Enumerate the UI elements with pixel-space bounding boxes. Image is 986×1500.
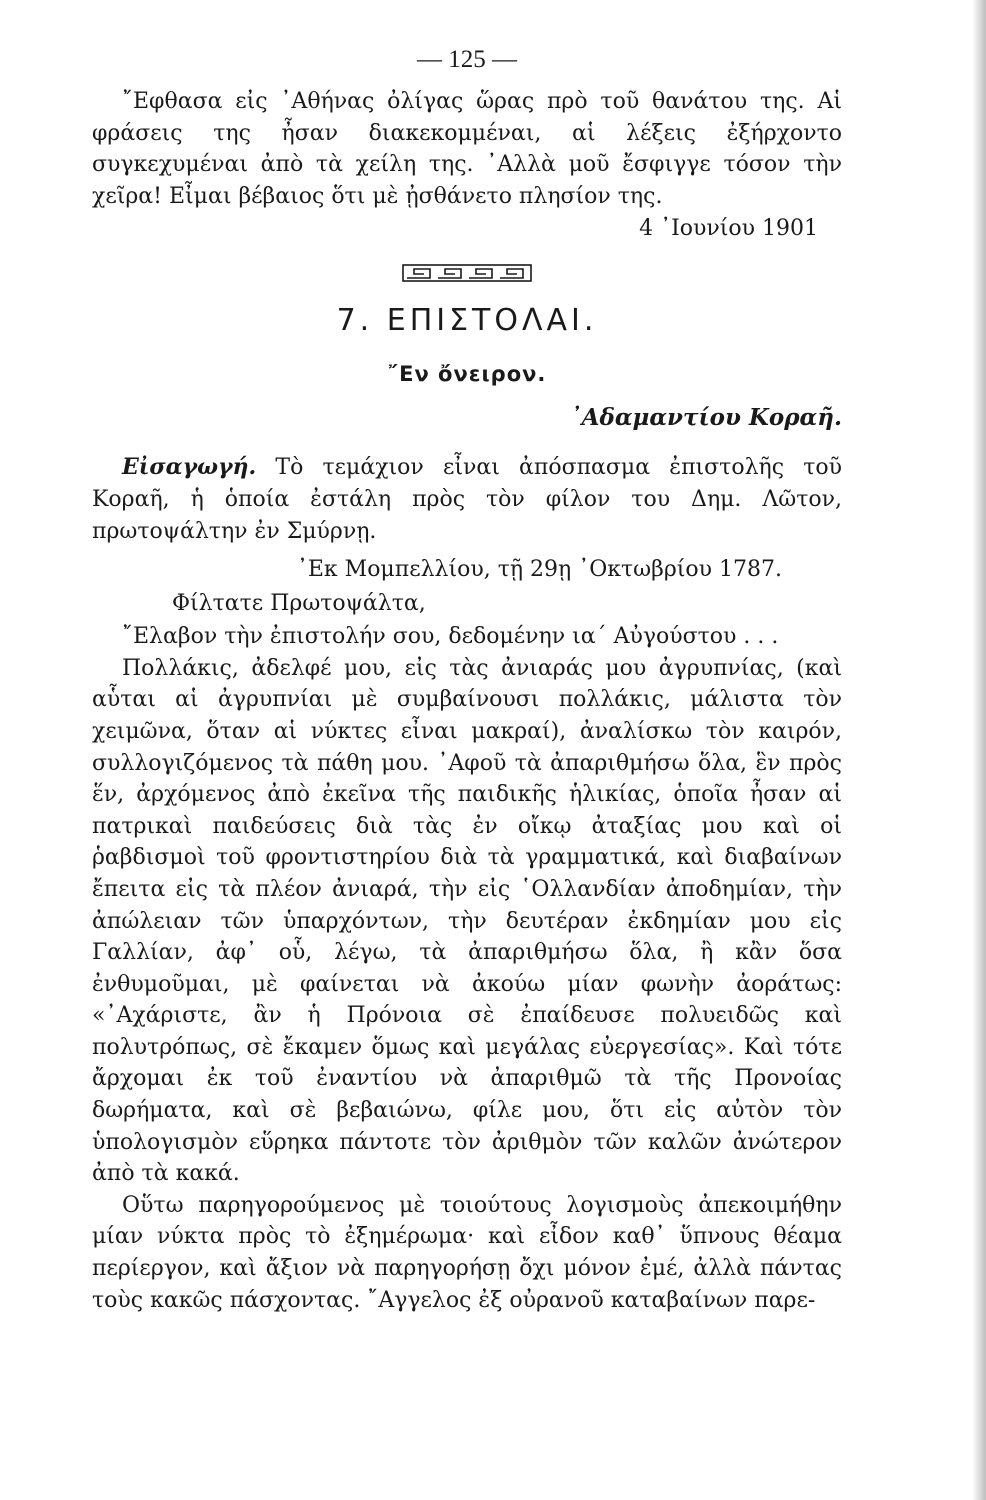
intro-paragraph: ῎Εφθασα εἰς ᾽Αθήνας ὀλίγας ὥρας πρὸ τοῦ θανάτου της. Αἱ φράσεις της ἦσαν διακεκομμέναι, αἱ λέξεις ἐξήρχοντο συγκεχυμέναι ἀπὸ τὰ χείλη της. ᾽Αλλὰ μοῦ ἔσφιγγε τόσον τὴν χεῖρα! Εἶμαι βέβαιος ὅτι μὲ ᾐσθάνετο πλησίον της. bbox=[92, 89, 842, 209]
preface-text: Τὸ τεμάχιον εἶναι ἀπόσπασμα ἐπιστολῆς τοῦ Κοραῆ, ἡ ὁποία ἐστάλη πρὸς τὸν φίλον του Δημ. Λῶτον, πρωτοψάλτην ἐν Σμύρνῃ. bbox=[92, 455, 842, 544]
opening-line: ῎Ελαβον τὴν ἐπιστολήν σου, δεδομένην ια΄ Αὐγούστου . . . bbox=[122, 624, 779, 650]
salutation: Φίλτατε Πρωτοψάλτα, bbox=[172, 591, 426, 617]
letter-date: ᾽Εκ Μομπελλίου, τῇ 29ῃ ᾽Οκτωβρίου 1787. bbox=[296, 557, 782, 583]
letter-title: ῎Εν ὄνειρον. bbox=[387, 362, 547, 387]
intro-date: 4 ᾽Ιουνίου 1901 bbox=[639, 216, 818, 242]
body-paragraph-2: Οὕτω παρηγορούμενος μὲ τοιούτους λογισμοὺς ἀπεκοιμήθην μίαν νύκτα πρὸς τὸ ἐξημέρωμα· καὶ εἶδον καθ᾽ ὕπνους θέαμα περίεργον, καὶ ἄξιον νὰ παρηγορήσῃ ὄχι μόνον ἐμέ, ἀλλὰ πάντας τοὺς κακῶς πάσχοντας. ῎Αγγελος ἐξ οὐρανοῦ καταβαίνων παρε- bbox=[92, 1192, 842, 1313]
page-number: — 125 — bbox=[417, 46, 517, 73]
page-edge-shadow bbox=[972, 0, 986, 1500]
preface-paragraph bbox=[92, 452, 842, 547]
preface-label: Εἰσαγωγή. bbox=[122, 454, 257, 481]
author-name: ᾽Αδαμαντίου Κοραῆ. bbox=[570, 404, 842, 432]
body-paragraph-1: Πολλάκις, ἀδελφέ μου, εἰς τὰς ἀνιαράς μου ἀγρυπνίας, (καὶ αὗται αἱ ἀγρυπνίαι μὲ συμβαίνουσι πολλάκις, μάλιστα τὸν χειμῶνα, ὅταν αἱ νύκτες εἶναι μακραί), ἀναλίσκω τὸν καιρόν, συλλογιζόμενος τὰ πάθη μου. ᾽Αφοῦ τὰ ἀπαριθμήσω ὅλα, ἓν πρὸς ἕν, ἀρχόμενος ἀπὸ ἐκεῖνα τῆς παιδικῆς ἡλικίας, ὁποῖα ἦσαν αἱ πατρικαὶ παιδεύσεις διὰ τὰς ἐν οἴκῳ ἀταξίας μου καὶ οἱ ῥαβδισμοὶ τοῦ φροντιστηρίου διὰ τὰ γραμματικά, καὶ διαβαίνων ἔπειτα εἰς τὰ πλέον ἀνιαρά, τὴν εἰς ῾Ολλανδίαν ἀποδημίαν, τὴν ἀπώλειαν τῶν ὑπαρχόντων, τὴν δευτέραν ἐκδημίαν μου εἰς Γαλλίαν, ἀφ᾽ οὗ, λέγω, τὰ ἀπαριθμήσω ὅλα, ἢ κἂν ὅσα ἐνθυμοῦμαι, μὲ φαίνεται νὰ ἀκούω μίαν φωνὴν ἀοράτως: «᾽Αχάριστε, ἂν ἡ Πρόνοια σὲ ἐπαίδευσε πολυειδῶς καὶ πολυτρόπως, σὲ ἔκαμεν ὅμως καὶ μεγάλας εὐεργεσίας». Καὶ τότε ἄρχομαι ἐκ τοῦ ἐναντίου νὰ ἀπαριθμῶ τὰ τῆς Προνοίας δωρήματα, καὶ σὲ βεβαιώνω, φίλε μου, ὅτι εἰς αὐτὸν τὸν ὑπολογισμὸν εὕρηκα πάντοτε τὸν ἀριθμὸν τῶν καλῶν ἀνώτερον ἀπὸ τὰ κακά. bbox=[92, 655, 842, 1187]
meander-icon bbox=[402, 264, 532, 282]
book-page bbox=[92, 40, 842, 1316]
greek-key-ornament bbox=[92, 246, 842, 292]
section-title: 7. ΕΠΙΣΤΟΛΑΙ. bbox=[336, 303, 598, 339]
